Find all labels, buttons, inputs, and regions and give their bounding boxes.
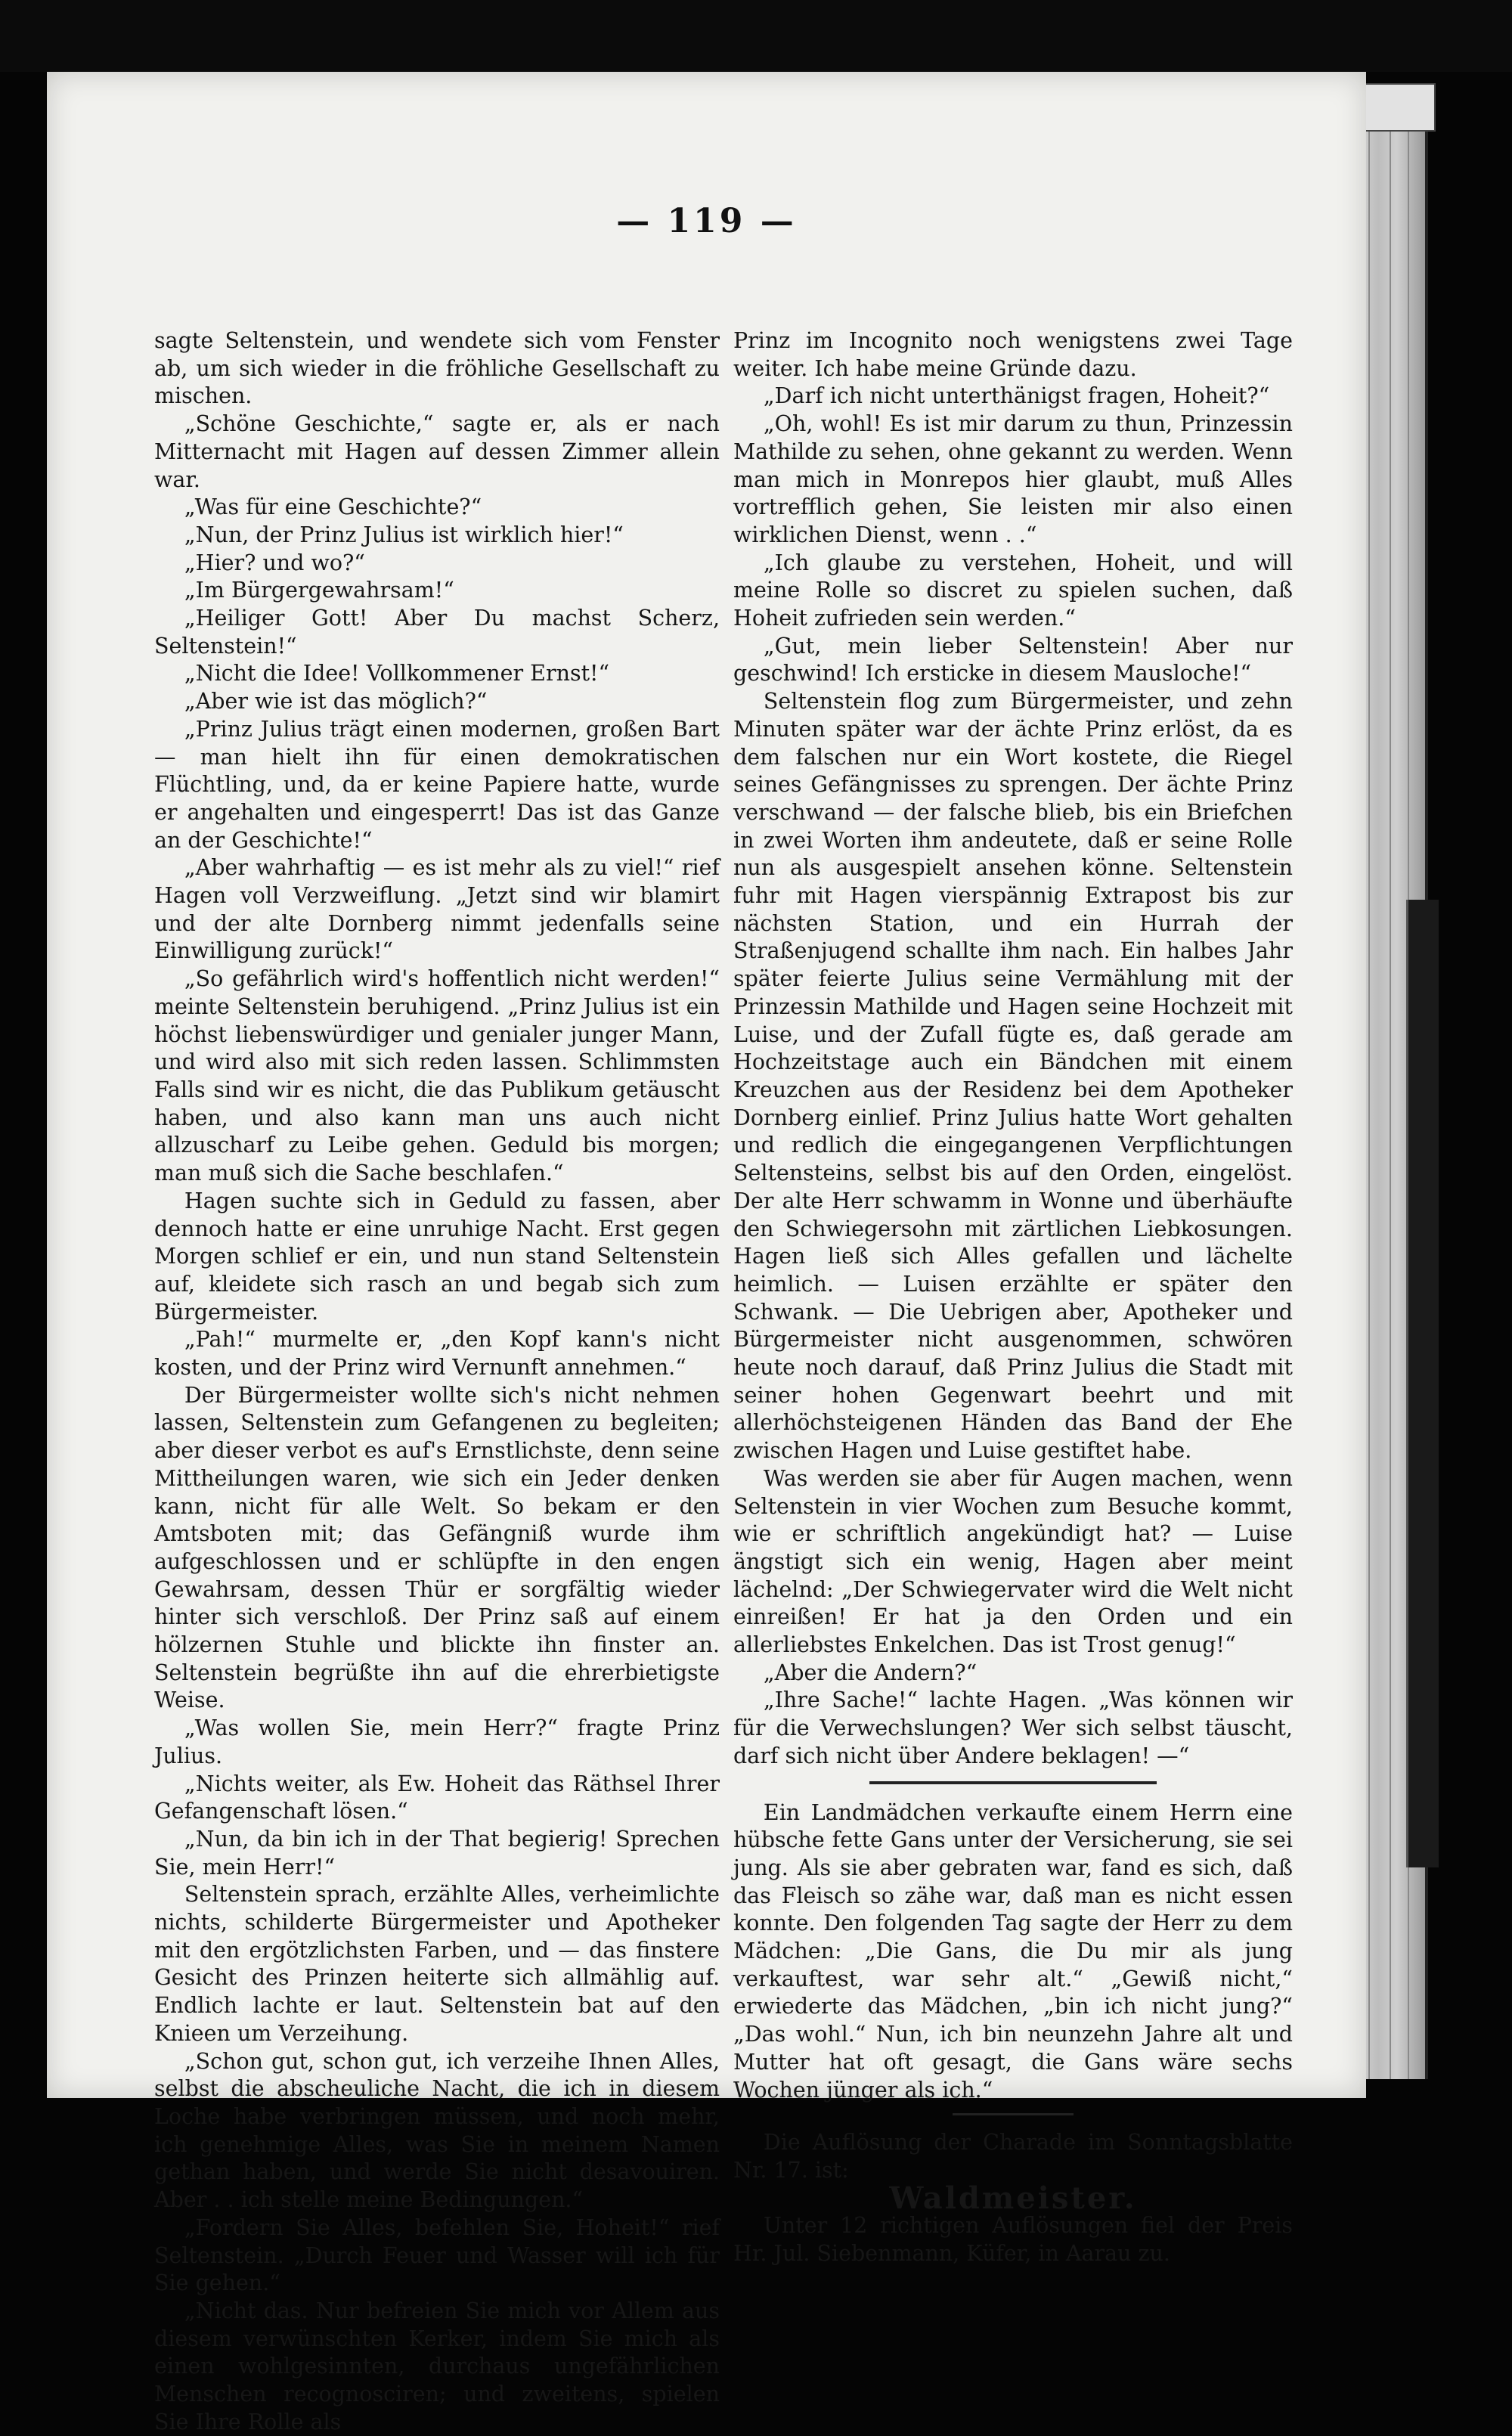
section-divider [869,1781,1157,1784]
paragraph: „Ihre Sache!“ lachte Hagen. „Was können wir für die Verwechslungen? Wer sich selbst täuscht, darf sich nicht über Andere beklagen! —“ [733,1688,1293,1768]
paragraph: „Darf ich nicht unterthänigst fragen, Hoheit?“ [763,383,1270,409]
paragraph: „Schon gut, schon gut, ich verzeihe Ihnen Alles, selbst die abscheuliche Nacht, die ich in diesem Loche habe verbringen müssen, und noch mehr, ich genehmige Alles, was Sie in meinem Namen gethan haben, und werde Sie nicht desavouiren. Aber . . ich stelle meine Bedingungen.“ [154,2048,720,2213]
charade-answer: Waldmeister. [889,2180,1137,2216]
paragraph: „Nichts weiter, als Ew. Hoheit das Räthsel Ihrer Gefangenschaft lösen.“ [154,1771,720,1824]
anecdote-paragraph: Ein Landmädchen verkaufte einem Herrn eine hübsche fette Gans unter der Versicherung, sie sei jung. Als sie aber gebraten war, fand es sich, daß das Fleisch so zähe war, daß man es nicht essen konnte. Den folgenden Tag sagte der Herr zu dem Mädchen: „Die Gans, die Du mir als jung verkauftest, war sehr alt.“ „Gewiß nicht,“ erwiederte das Mädchen, „bin ich nicht jung?“ „Das wohl.“ Nun, ich bin neunzehn Jahre alt und Mutter hat oft gesagt, die Gans wäre sechs Wochen jünger als ich.“ [733,1799,1293,2103]
paragraph: Der Bürgermeister wollte sich's nicht nehmen lassen, Seltenstein zum Gefangenen zu begleiten; aber dieser verbot es auf's Ernstlichste, denn seine Mittheilungen waren, wie sich ein Jeder denken kann, nicht für alle Welt. So bekam er den Amtsboten mit; das Gefängniß wurde ihm aufgeschlossen und er schlüpfte in den engen Gewahrsam, dessen Thür er sorgfältig wieder hinter sich verschloß. Der Prinz saß auf einem hölzernen Stuhle und blickte ihn finster an. Seltenstein begrüßte ihn auf die ehrerbietigste Weise. [154,1382,720,1713]
paragraph: Was werden sie aber für Augen machen, wenn Seltenstein in vier Wochen zum Besuche kommt, wie er schriftlich angekündigt hat? — Luise ängstigt sich ein wenig, Hagen aber meint lächelnd: „Der Schwiegervater wird die Welt nicht einreißen! Er hat ja den Orden und ein allerliebstes Enkelchen. Das ist Trost genug!“ [733,1465,1293,1658]
paragraph: „Fordern Sie Alles, befehlen Sie, Hoheit!“ rief Seltenstein. „Durch Feuer und Wasser will ich für Sie gehen.“ [154,2214,720,2296]
paragraph: „Heiliger Gott! Aber Du machst Scherz, Seltenstein!“ [154,606,720,659]
left-column [154,327,720,2436]
paragraph: „Pah!“ murmelte er, „den Kopf kann's nicht kosten, und der Prinz wird Vernunft annehmen.“ [154,1327,720,1381]
paragraph: „Gut, mein lieber Seltenstein! Aber nur geschwind! Ich ersticke in diesem Mausloche!“ [733,633,1293,686]
paragraph: „So gefährlich wird's hoffentlich nicht werden!“ meinte Seltenstein beruhigend. „Prinz Julius ist ein höchst liebenswürdiger und genialer junger Mann, und wird also mit sich reden lassen. Schlimmsten Falls sind wir es nicht, die das Publikum getäuscht haben, und also kann man uns auch nicht allzuscharf zu Leibe gehen. Geduld bis morgen; man muß sich die Sache beschlafen.“ [154,966,720,1186]
stack-line [1390,129,1391,2079]
paragraph: Seltenstein sprach, erzählte Alles, verheimlichte nichts, schilderte Bürgermeister und Apotheker mit den ergötzlichsten Farben, und — das finstere Gesicht des Prinzen heiterte sich allmählig auf. Endlich lachte er laut. Seltenstein bat auf den Knieen um Verzeihung. [154,1882,720,2046]
paragraph: „Nun, der Prinz Julius ist wirklich hier!“ [184,522,624,547]
paragraph: Hagen suchte sich in Geduld zu fassen, aber dennoch hatte er eine unruhige Nacht. Erst gegen Morgen schlief er ein, und nun stand Seltenstein auf, kleidete sich rasch an und begab sich zum Bürgermeister. [154,1188,720,1325]
paragraph: „Nun, da bin ich in der That begierig! Sprechen Sie, mein Herr!“ [154,1826,720,1880]
paragraph: „Nicht das. Nur befreien Sie mich vor Allem aus diesem verwünschten Kerker, indem Sie mich als einen wohlgesinnten, durchaus ungefährlichen Menschen recognosciren; und zweitens, spielen Sie Ihre Rolle als [154,2298,720,2434]
paragraph: „Im Bürgergewahrsam!“ [184,578,454,603]
paragraph: „Ich glaube zu verstehen, Hoheit, und will meine Rolle so discret zu spielen suchen, daß Hoheit zufrieden sein werden.“ [733,550,1293,631]
stack-line [1368,129,1370,2079]
charade-winner: Unter 12 richtigen Auflösungen fiel der Preis Hr. Jul. Siebenmann, Küfer, in Aarau zu. [733,2213,1293,2267]
paragraph: „Aber die Andern?“ [763,1660,978,1685]
paragraph: „Prinz Julius trägt einen modernen, großen Bart — man hielt ihn für einen demokratischen Flüchtling, und, da er keine Papiere hatte, wurde er angehalten und eingesperrt! Das ist das Ganze an der Geschichte!“ [154,716,720,853]
page-tab-top [1361,83,1436,132]
page-number: — 119 — [616,202,797,240]
section-divider [953,2113,1074,2115]
paragraph: „Was für eine Geschichte?“ [184,494,482,520]
paragraph: „Oh, wohl! Es ist mir darum zu thun, Prinzessin Mathilde zu sehen, ohne gekannt zu werden. Wenn man mich in Monrepos hier glaubt, muß Alles vortrefflich gehen, Sie leisten mir also einen wirklichen Dienst, wenn . .“ [733,411,1293,547]
paragraph: „Aber wie ist das möglich?“ [184,689,488,714]
paragraph: „Schöne Geschichte,“ sagte er, als er nach Mitternacht mit Hagen auf dessen Zimmer allein war. [154,411,720,492]
paragraph: „Was wollen Sie, mein Herr?“ fragte Prinz Julius. [154,1715,720,1768]
paragraph: Prinz im Incognito noch wenigstens zwei Tage weiter. Ich habe meine Gründe dazu. [733,328,1293,381]
charade-intro: Die Auflösung der Charade im Sonntagsblatte Nr. 17. ist: [733,2130,1293,2183]
paragraph: sagte Seltenstein, und wendete sich vom Fenster ab, um sich wieder in die fröhliche Gesellschaft zu mischen. [154,328,720,409]
book-page [47,72,1366,2434]
paragraph: „Hier? und wo?“ [184,550,365,575]
paragraph: „Nicht die Idee! Vollkommener Ernst!“ [184,661,610,686]
binding-strip [1406,900,1439,1867]
scanner-bed-top [0,0,1512,72]
right-column [733,327,1293,2268]
paragraph: Seltenstein flog zum Bürgermeister, und zehn Minuten später war der ächte Prinz erlöst, da es dem falschen nur ein Wort kostete, die Riegel seines Gefängnisses zu sprengen. Der ächte Prinz verschwand — der falsche blieb, bis ein Briefchen in zwei Worten ihm andeutete, daß er seine Rolle nun als ausgespielt ansehen könne. Seltenstein fuhr mit Hagen vierspännig Extrapost bis zur nächsten Station, und ein Hurrah der Straßenjugend schallte ihm nach. Ein halbes Jahr später feierte Julius seine Vermählung mit der Prinzessin Mathilde und Hagen seine Hochzeit mit Luise, und der Zufall fügte es, daß gerade am Hochzeitstage auch ein Bändchen mit einem Kreuzchen aus der Residenz bei dem Apotheker Dornberg einlief. Prinz Julius hatte Wort gehalten und redlich die eingegangenen Verpflichtungen Seltensteins, selbst bis auf den Orden, eingelöst. Der alte Herr schwamm in Wonne und überhäufte den Schwiegersohn mit zärtlichen Liebkosungen. Hagen ließ sich Alles gefallen und lächelte heimlich. — Luisen erzählte er später den Schwank. — Die Uebrigen aber, Apotheker und Bürgermeister nicht ausgenommen, schwören heute noch darauf, daß Prinz Julius die Stadt mit seiner hohen Gegenwart beehrt und mit allerhöchsteigenen Händen das Band der Ehe zwischen Hagen und Luise gestiftet habe. [733,689,1293,1464]
paragraph: „Aber wahrhaftig — es ist mehr als zu viel!“ rief Hagen voll Verzweiflung. „Jetzt sind wir blamirt und der alte Dornberg nimmt jedenfalls seine Einwilligung zurück!“ [154,855,720,964]
